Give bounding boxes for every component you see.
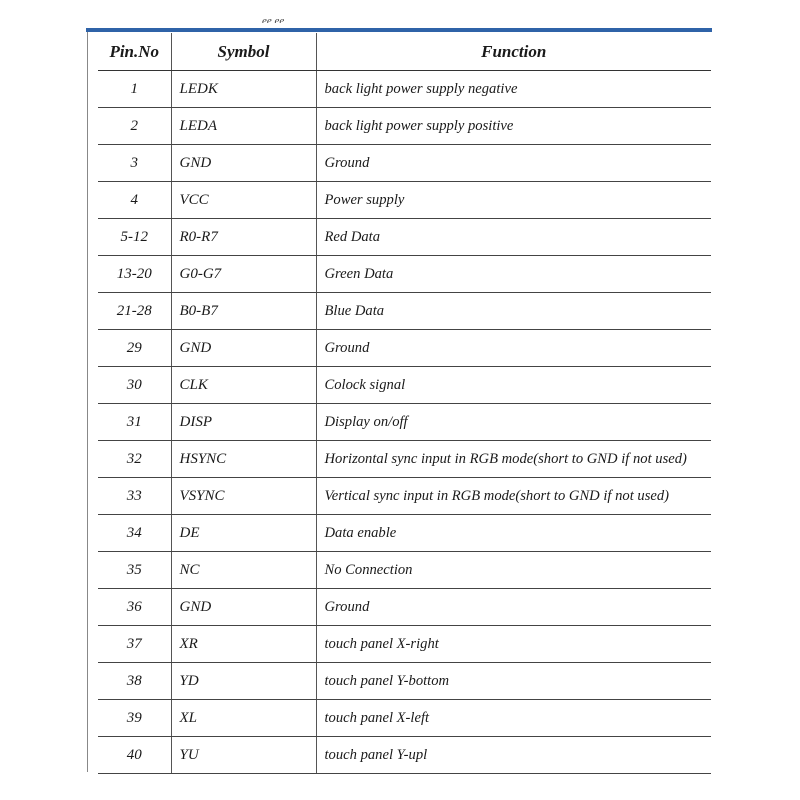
table-row: [98, 71, 711, 108]
pin-number-cell: 35: [98, 552, 171, 589]
symbol-cell: XR: [171, 626, 316, 663]
table-row: [98, 367, 711, 404]
pin-number-cell: 21-28: [98, 293, 171, 330]
function-cell: Green Data: [316, 256, 711, 293]
table-row: [98, 663, 711, 700]
header-symbol: Symbol: [171, 33, 316, 71]
table-row: [98, 552, 711, 589]
function-cell: Vertical sync input in RGB mode(short to GND if not used): [316, 478, 711, 515]
pin-number-cell: 33: [98, 478, 171, 515]
symbol-cell: LEDK: [171, 71, 316, 108]
table-row: [98, 404, 711, 441]
function-cell: Ground: [316, 589, 711, 626]
pin-number-cell: 13-20: [98, 256, 171, 293]
table-header-row: [98, 33, 711, 71]
table-row: [98, 626, 711, 663]
pin-number-cell: 30: [98, 367, 171, 404]
pin-number-cell: 2: [98, 108, 171, 145]
function-cell: Horizontal sync input in RGB mode(short to GND if not used): [316, 441, 711, 478]
table-row: [98, 478, 711, 515]
pin-number-cell: 36: [98, 589, 171, 626]
symbol-cell: CLK: [171, 367, 316, 404]
symbol-cell: YD: [171, 663, 316, 700]
pin-number-cell: 39: [98, 700, 171, 737]
cropped-header-text: ee ee: [262, 15, 285, 23]
table-row: [98, 108, 711, 145]
function-cell: touch panel Y-upl: [316, 737, 711, 774]
table-row: [98, 293, 711, 330]
function-cell: Blue Data: [316, 293, 711, 330]
pin-number-cell: 4: [98, 182, 171, 219]
symbol-cell: B0-B7: [171, 293, 316, 330]
symbol-cell: GND: [171, 145, 316, 182]
table-body: [98, 71, 711, 774]
symbol-cell: YU: [171, 737, 316, 774]
symbol-cell: LEDA: [171, 108, 316, 145]
function-cell: Red Data: [316, 219, 711, 256]
function-cell: Power supply: [316, 182, 711, 219]
symbol-cell: GND: [171, 330, 316, 367]
page-left-edge: [87, 32, 88, 772]
function-cell: Ground: [316, 330, 711, 367]
table-row: [98, 182, 711, 219]
table-row: [98, 441, 711, 478]
function-cell: back light power supply positive: [316, 108, 711, 145]
pin-number-cell: 5-12: [98, 219, 171, 256]
pin-number-cell: 31: [98, 404, 171, 441]
header-function: Function: [316, 33, 711, 71]
table-row: [98, 330, 711, 367]
pin-number-cell: 34: [98, 515, 171, 552]
table-row: [98, 219, 711, 256]
table-row: [98, 145, 711, 182]
table-row: [98, 515, 711, 552]
symbol-cell: GND: [171, 589, 316, 626]
function-cell: touch panel Y-bottom: [316, 663, 711, 700]
pin-number-cell: 3: [98, 145, 171, 182]
pin-number-cell: 37: [98, 626, 171, 663]
pin-number-cell: 32: [98, 441, 171, 478]
function-cell: Display on/off: [316, 404, 711, 441]
pin-number-cell: 1: [98, 71, 171, 108]
table-row: [98, 737, 711, 774]
symbol-cell: DE: [171, 515, 316, 552]
symbol-cell: R0-R7: [171, 219, 316, 256]
pin-number-cell: 29: [98, 330, 171, 367]
table-row: [98, 700, 711, 737]
pin-number-cell: 40: [98, 737, 171, 774]
function-cell: Data enable: [316, 515, 711, 552]
symbol-cell: NC: [171, 552, 316, 589]
table-row: [98, 256, 711, 293]
function-cell: Colock signal: [316, 367, 711, 404]
symbol-cell: XL: [171, 700, 316, 737]
symbol-cell: DISP: [171, 404, 316, 441]
table-row: [98, 589, 711, 626]
symbol-cell: HSYNC: [171, 441, 316, 478]
function-cell: Ground: [316, 145, 711, 182]
function-cell: touch panel X-left: [316, 700, 711, 737]
function-cell: touch panel X-right: [316, 626, 711, 663]
top-rule-line: [86, 28, 712, 32]
symbol-cell: VSYNC: [171, 478, 316, 515]
symbol-cell: VCC: [171, 182, 316, 219]
pin-number-cell: 38: [98, 663, 171, 700]
function-cell: No Connection: [316, 552, 711, 589]
symbol-cell: G0-G7: [171, 256, 316, 293]
pin-definition-table: [98, 33, 711, 774]
function-cell: back light power supply negative: [316, 71, 711, 108]
header-pin-no: Pin.No: [98, 33, 171, 71]
